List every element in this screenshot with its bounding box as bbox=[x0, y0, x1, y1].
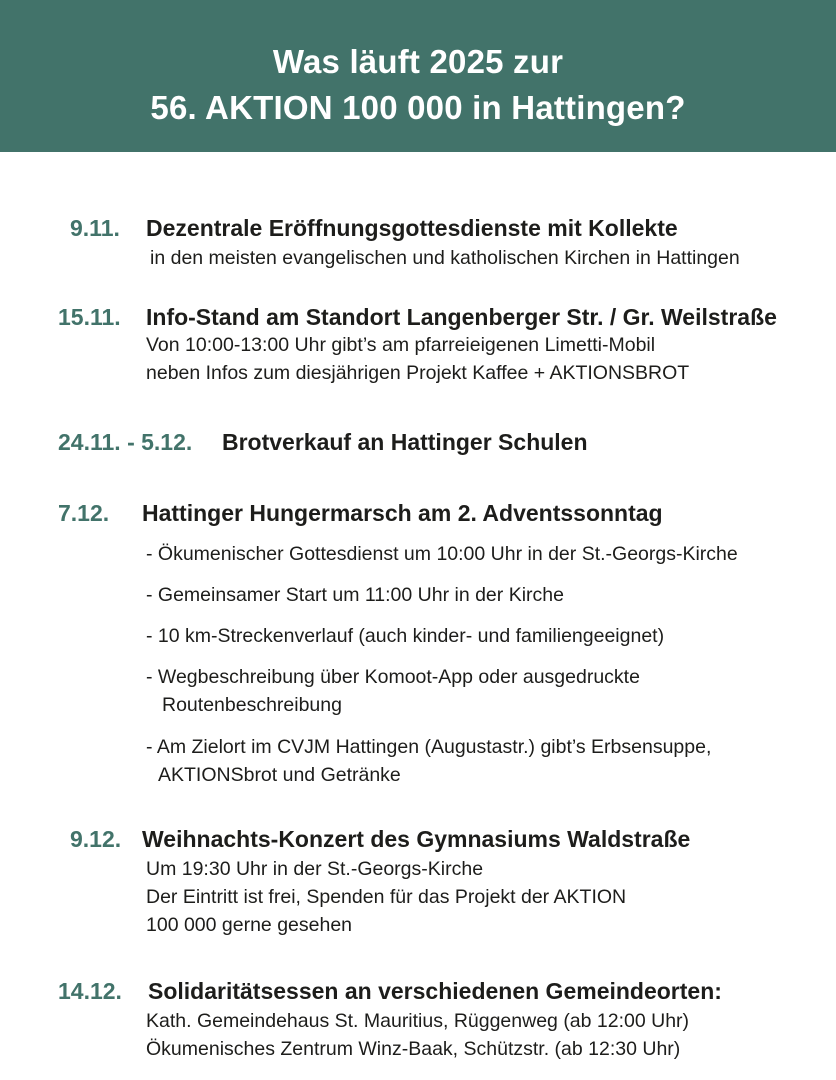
event-detail: 100 000 gerne gesehen bbox=[146, 914, 353, 936]
event-title: Weihnachts-Konzert des Gymnasiums Waldstraße bbox=[142, 826, 691, 852]
event-bullet: AKTIONSbrot und Getränke bbox=[158, 764, 401, 786]
event-detail: Ökumenisches Zentrum Winz-Baak, Schützstr. (ab 12:30 Uhr) bbox=[146, 1038, 681, 1060]
event-title: Dezentrale Eröffnungsgottesdienste mit Kollekte bbox=[146, 215, 678, 241]
event-detail: Der Eintritt ist frei, Spenden für das Projekt der AKTION bbox=[146, 886, 627, 908]
event-detail: Kath. Gemeindehaus St. Mauritius, Rüggenweg (ab 12:00 Uhr) bbox=[146, 1010, 690, 1032]
page-title-line-2: 56. AKTION 100 000 in Hattingen? bbox=[150, 89, 686, 126]
event-title: Hattinger Hungermarsch am 2. Adventssonntag bbox=[142, 500, 663, 526]
event-date: 9.12. bbox=[70, 826, 122, 852]
event-bullet: Routenbeschreibung bbox=[162, 694, 342, 716]
event-bullet: - Wegbeschreibung über Komoot-App oder ausgedruckte bbox=[146, 666, 640, 688]
event-date: 15.11. bbox=[58, 304, 121, 330]
event-bullet: - 10 km-Streckenverlauf (auch kinder- und familiengeeignet) bbox=[146, 625, 665, 647]
event-bullet: - Am Zielort im CVJM Hattingen (Augustastr.) gibt’s Erbsensuppe, bbox=[146, 736, 712, 758]
event-title: Brotverkauf an Hattinger Schulen bbox=[222, 429, 588, 455]
event-bullet: - Ökumenischer Gottesdienst um 10:00 Uhr in der St.-Georgs-Kirche bbox=[146, 543, 738, 565]
event-detail: neben Infos zum diesjährigen Projekt Kaffee + AKTIONSBROT bbox=[146, 362, 690, 384]
page-title-line-1: Was läuft 2025 zur bbox=[272, 43, 564, 80]
event-date: 7.12. bbox=[58, 500, 110, 526]
event-detail: in den meisten evangelischen und katholischen Kirchen in Hattingen bbox=[150, 247, 740, 269]
event-detail: Von 10:00-13:00 Uhr gibt’s am pfarreieigenen Limetti-Mobil bbox=[146, 334, 656, 356]
event-title: Solidaritätsessen an verschiedenen Gemeindeorten: bbox=[148, 978, 722, 1004]
event-date: 9.11. bbox=[70, 215, 120, 241]
event-detail: Um 19:30 Uhr in der St.-Georgs-Kirche bbox=[146, 858, 484, 880]
event-bullet: - Gemeinsamer Start um 11:00 Uhr in der Kirche bbox=[146, 584, 564, 606]
page-header bbox=[0, 0, 836, 152]
event-date: 24.11. - 5.12. bbox=[58, 429, 193, 455]
event-date: 14.12. bbox=[58, 978, 122, 1004]
event-title: Info-Stand am Standort Langenberger Str. / Gr. Weilstraße bbox=[146, 304, 777, 330]
